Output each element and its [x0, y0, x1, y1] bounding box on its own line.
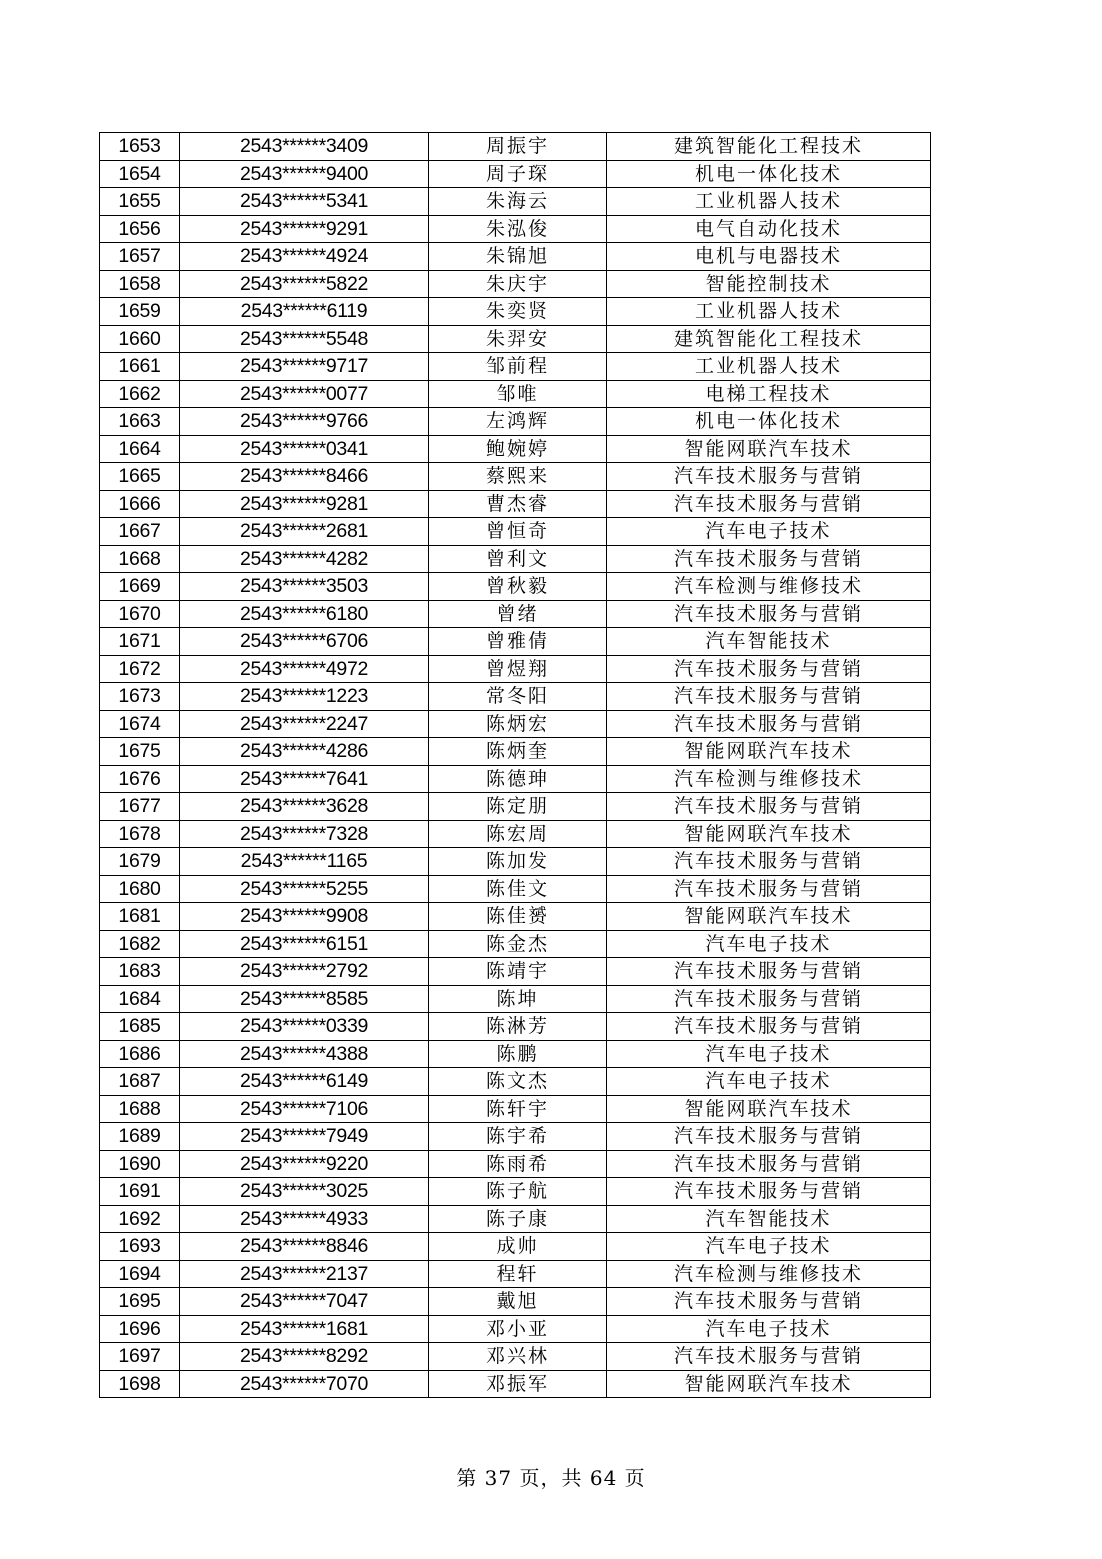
row-number-cell: 1675 [100, 738, 180, 766]
table-row [100, 1233, 931, 1261]
table-row [100, 1260, 931, 1288]
major-cell: 机电一体化技术 [607, 408, 931, 436]
student-name-cell: 陈轩宇 [429, 1095, 607, 1123]
major-cell: 建筑智能化工程技术 [607, 325, 931, 353]
row-number-cell: 1690 [100, 1150, 180, 1178]
student-name-cell: 邓振军 [429, 1370, 607, 1398]
student-name-cell: 陈靖宇 [429, 958, 607, 986]
table-row [100, 353, 931, 381]
table-row [100, 1370, 931, 1398]
table-row [100, 985, 931, 1013]
table-row [100, 1013, 931, 1041]
table-row [100, 1095, 931, 1123]
table-row [100, 655, 931, 683]
id-number-cell: 2543******3025 [180, 1178, 429, 1206]
table-row [100, 1343, 931, 1371]
major-cell: 汽车技术服务与营销 [607, 848, 931, 876]
major-cell: 智能网联汽车技术 [607, 435, 931, 463]
row-number-cell: 1673 [100, 683, 180, 711]
student-name-cell: 周振宇 [429, 133, 607, 161]
table-row [100, 380, 931, 408]
major-cell: 汽车技术服务与营销 [607, 1150, 931, 1178]
student-name-cell: 鲍婉婷 [429, 435, 607, 463]
student-name-cell: 陈炳宏 [429, 710, 607, 738]
major-cell: 汽车技术服务与营销 [607, 710, 931, 738]
id-number-cell: 2543******2792 [180, 958, 429, 986]
row-number-cell: 1684 [100, 985, 180, 1013]
id-number-cell: 2543******9291 [180, 215, 429, 243]
table-row [100, 765, 931, 793]
major-cell: 汽车电子技术 [607, 1040, 931, 1068]
row-number-cell: 1688 [100, 1095, 180, 1123]
major-cell: 建筑智能化工程技术 [607, 133, 931, 161]
student-name-cell: 陈子康 [429, 1205, 607, 1233]
row-number-cell: 1662 [100, 380, 180, 408]
table-row [100, 1040, 931, 1068]
id-number-cell: 2543******7047 [180, 1288, 429, 1316]
student-name-cell: 曾恒奇 [429, 518, 607, 546]
table-row [100, 958, 931, 986]
id-number-cell: 2543******4286 [180, 738, 429, 766]
id-number-cell: 2543******0341 [180, 435, 429, 463]
major-cell: 汽车技术服务与营销 [607, 545, 931, 573]
id-number-cell: 2543******4972 [180, 655, 429, 683]
student-name-cell: 陈德珅 [429, 765, 607, 793]
id-number-cell: 2543******4933 [180, 1205, 429, 1233]
student-name-cell: 陈定朋 [429, 793, 607, 821]
major-cell: 汽车技术服务与营销 [607, 1123, 931, 1151]
id-number-cell: 2543******8466 [180, 463, 429, 491]
row-number-cell: 1666 [100, 490, 180, 518]
student-name-cell: 陈炳奎 [429, 738, 607, 766]
row-number-cell: 1660 [100, 325, 180, 353]
row-number-cell: 1669 [100, 573, 180, 601]
student-name-cell: 陈宇希 [429, 1123, 607, 1151]
major-cell: 汽车技术服务与营销 [607, 985, 931, 1013]
row-number-cell: 1663 [100, 408, 180, 436]
row-number-cell: 1672 [100, 655, 180, 683]
row-number-cell: 1658 [100, 270, 180, 298]
table-row [100, 270, 931, 298]
id-number-cell: 2543******4924 [180, 243, 429, 271]
id-number-cell: 2543******5255 [180, 875, 429, 903]
table-row [100, 1068, 931, 1096]
student-name-cell: 戴旭 [429, 1288, 607, 1316]
major-cell: 电机与电器技术 [607, 243, 931, 271]
major-cell: 工业机器人技术 [607, 353, 931, 381]
table-row [100, 463, 931, 491]
id-number-cell: 2543******5341 [180, 188, 429, 216]
id-number-cell: 2543******0077 [180, 380, 429, 408]
major-cell: 汽车技术服务与营销 [607, 1013, 931, 1041]
table-row [100, 875, 931, 903]
table-row [100, 628, 931, 656]
row-number-cell: 1689 [100, 1123, 180, 1151]
id-number-cell: 2543******6149 [180, 1068, 429, 1096]
id-number-cell: 2543******1223 [180, 683, 429, 711]
id-number-cell: 2543******6180 [180, 600, 429, 628]
row-number-cell: 1654 [100, 160, 180, 188]
major-cell: 智能网联汽车技术 [607, 903, 931, 931]
row-number-cell: 1698 [100, 1370, 180, 1398]
major-cell: 汽车技术服务与营销 [607, 463, 931, 491]
id-number-cell: 2543******3503 [180, 573, 429, 601]
student-name-cell: 成帅 [429, 1233, 607, 1261]
table-row [100, 1123, 931, 1151]
student-name-cell: 朱羿安 [429, 325, 607, 353]
student-name-cell: 陈坤 [429, 985, 607, 1013]
student-name-cell: 陈加发 [429, 848, 607, 876]
student-name-cell: 陈佳赟 [429, 903, 607, 931]
table-row [100, 408, 931, 436]
id-number-cell: 2543******5822 [180, 270, 429, 298]
student-name-cell: 邓兴林 [429, 1343, 607, 1371]
row-number-cell: 1695 [100, 1288, 180, 1316]
id-number-cell: 2543******7070 [180, 1370, 429, 1398]
student-name-cell: 曾绪 [429, 600, 607, 628]
major-cell: 汽车技术服务与营销 [607, 1178, 931, 1206]
student-name-cell: 曾煜翔 [429, 655, 607, 683]
student-name-cell: 左鸿辉 [429, 408, 607, 436]
student-name-cell: 陈子航 [429, 1178, 607, 1206]
student-name-cell: 朱锦旭 [429, 243, 607, 271]
student-name-cell: 朱泓俊 [429, 215, 607, 243]
row-number-cell: 1685 [100, 1013, 180, 1041]
id-number-cell: 2543******7328 [180, 820, 429, 848]
id-number-cell: 2543******2681 [180, 518, 429, 546]
row-number-cell: 1680 [100, 875, 180, 903]
row-number-cell: 1655 [100, 188, 180, 216]
table-row [100, 243, 931, 271]
row-number-cell: 1657 [100, 243, 180, 271]
major-cell: 电气自动化技术 [607, 215, 931, 243]
id-number-cell: 2543******6706 [180, 628, 429, 656]
student-name-cell: 朱奕贤 [429, 298, 607, 326]
table-row [100, 903, 931, 931]
major-cell: 汽车检测与维修技术 [607, 573, 931, 601]
student-name-cell: 陈雨希 [429, 1150, 607, 1178]
row-number-cell: 1670 [100, 600, 180, 628]
row-number-cell: 1674 [100, 710, 180, 738]
major-cell: 智能控制技术 [607, 270, 931, 298]
row-number-cell: 1696 [100, 1315, 180, 1343]
id-number-cell: 2543******5548 [180, 325, 429, 353]
student-name-cell: 邹前程 [429, 353, 607, 381]
row-number-cell: 1661 [100, 353, 180, 381]
major-cell: 汽车电子技术 [607, 1315, 931, 1343]
student-name-cell: 陈宏周 [429, 820, 607, 848]
major-cell: 汽车技术服务与营销 [607, 875, 931, 903]
table-row [100, 738, 931, 766]
student-name-cell: 陈鹏 [429, 1040, 607, 1068]
student-name-cell: 曹杰睿 [429, 490, 607, 518]
table-row [100, 710, 931, 738]
table-row [100, 683, 931, 711]
row-number-cell: 1679 [100, 848, 180, 876]
id-number-cell: 2543******7641 [180, 765, 429, 793]
table-row [100, 133, 931, 161]
student-name-cell: 邓小亚 [429, 1315, 607, 1343]
table-row [100, 490, 931, 518]
row-number-cell: 1694 [100, 1260, 180, 1288]
table-row [100, 325, 931, 353]
row-number-cell: 1687 [100, 1068, 180, 1096]
row-number-cell: 1676 [100, 765, 180, 793]
major-cell: 工业机器人技术 [607, 298, 931, 326]
id-number-cell: 2543******1165 [180, 848, 429, 876]
row-number-cell: 1668 [100, 545, 180, 573]
major-cell: 电梯工程技术 [607, 380, 931, 408]
major-cell: 工业机器人技术 [607, 188, 931, 216]
row-number-cell: 1691 [100, 1178, 180, 1206]
id-number-cell: 2543******8846 [180, 1233, 429, 1261]
id-number-cell: 2543******9766 [180, 408, 429, 436]
row-number-cell: 1671 [100, 628, 180, 656]
table-row [100, 298, 931, 326]
row-number-cell: 1693 [100, 1233, 180, 1261]
student-name-cell: 程轩 [429, 1260, 607, 1288]
row-number-cell: 1678 [100, 820, 180, 848]
id-number-cell: 2543******9220 [180, 1150, 429, 1178]
student-name-cell: 陈金杰 [429, 930, 607, 958]
table-row [100, 435, 931, 463]
row-number-cell: 1665 [100, 463, 180, 491]
id-number-cell: 2543******8292 [180, 1343, 429, 1371]
major-cell: 汽车检测与维修技术 [607, 765, 931, 793]
table-row [100, 1205, 931, 1233]
table-row [100, 793, 931, 821]
major-cell: 汽车电子技术 [607, 518, 931, 546]
major-cell: 汽车技术服务与营销 [607, 793, 931, 821]
id-number-cell: 2543******9400 [180, 160, 429, 188]
table-row [100, 215, 931, 243]
student-roster-table [99, 132, 931, 1398]
student-name-cell: 曾秋毅 [429, 573, 607, 601]
student-name-cell: 曾利文 [429, 545, 607, 573]
row-number-cell: 1659 [100, 298, 180, 326]
id-number-cell: 2543******4282 [180, 545, 429, 573]
table-row [100, 1288, 931, 1316]
table-row [100, 573, 931, 601]
id-number-cell: 2543******2137 [180, 1260, 429, 1288]
id-number-cell: 2543******9717 [180, 353, 429, 381]
row-number-cell: 1682 [100, 930, 180, 958]
row-number-cell: 1664 [100, 435, 180, 463]
major-cell: 汽车技术服务与营销 [607, 958, 931, 986]
table-row [100, 848, 931, 876]
student-name-cell: 朱庆宇 [429, 270, 607, 298]
row-number-cell: 1677 [100, 793, 180, 821]
id-number-cell: 2543******8585 [180, 985, 429, 1013]
row-number-cell: 1681 [100, 903, 180, 931]
row-number-cell: 1653 [100, 133, 180, 161]
major-cell: 智能网联汽车技术 [607, 820, 931, 848]
major-cell: 汽车技术服务与营销 [607, 600, 931, 628]
id-number-cell: 2543******6119 [180, 298, 429, 326]
major-cell: 汽车检测与维修技术 [607, 1260, 931, 1288]
id-number-cell: 2543******2247 [180, 710, 429, 738]
id-number-cell: 2543******3409 [180, 133, 429, 161]
table-row [100, 820, 931, 848]
table-row [100, 1178, 931, 1206]
student-name-cell: 邹唯 [429, 380, 607, 408]
table-row [100, 518, 931, 546]
row-number-cell: 1656 [100, 215, 180, 243]
major-cell: 汽车电子技术 [607, 1068, 931, 1096]
major-cell: 汽车智能技术 [607, 1205, 931, 1233]
id-number-cell: 2543******9281 [180, 490, 429, 518]
major-cell: 汽车技术服务与营销 [607, 1343, 931, 1371]
row-number-cell: 1686 [100, 1040, 180, 1068]
id-number-cell: 2543******0339 [180, 1013, 429, 1041]
row-number-cell: 1692 [100, 1205, 180, 1233]
id-number-cell: 2543******7106 [180, 1095, 429, 1123]
major-cell: 汽车电子技术 [607, 930, 931, 958]
student-name-cell: 陈淋芳 [429, 1013, 607, 1041]
table-row [100, 545, 931, 573]
row-number-cell: 1667 [100, 518, 180, 546]
student-name-cell: 周子琛 [429, 160, 607, 188]
major-cell: 汽车技术服务与营销 [607, 1288, 931, 1316]
id-number-cell: 2543******9908 [180, 903, 429, 931]
table-row [100, 1315, 931, 1343]
major-cell: 汽车技术服务与营销 [607, 655, 931, 683]
table-row [100, 600, 931, 628]
page-number-footer: 第 37 页，共 64 页 [456, 1466, 646, 1490]
id-number-cell: 2543******7949 [180, 1123, 429, 1151]
table-row [100, 930, 931, 958]
student-name-cell: 常冬阳 [429, 683, 607, 711]
student-name-cell: 曾雅倩 [429, 628, 607, 656]
row-number-cell: 1683 [100, 958, 180, 986]
id-number-cell: 2543******1681 [180, 1315, 429, 1343]
student-name-cell: 陈文杰 [429, 1068, 607, 1096]
major-cell: 智能网联汽车技术 [607, 1370, 931, 1398]
student-name-cell: 朱海云 [429, 188, 607, 216]
student-name-cell: 陈佳文 [429, 875, 607, 903]
table-row [100, 1150, 931, 1178]
major-cell: 汽车电子技术 [607, 1233, 931, 1261]
id-number-cell: 2543******3628 [180, 793, 429, 821]
major-cell: 智能网联汽车技术 [607, 1095, 931, 1123]
major-cell: 智能网联汽车技术 [607, 738, 931, 766]
student-name-cell: 蔡熙来 [429, 463, 607, 491]
table-row [100, 160, 931, 188]
major-cell: 机电一体化技术 [607, 160, 931, 188]
major-cell: 汽车技术服务与营销 [607, 683, 931, 711]
table-row [100, 188, 931, 216]
id-number-cell: 2543******4388 [180, 1040, 429, 1068]
id-number-cell: 2543******6151 [180, 930, 429, 958]
roster-body [100, 133, 931, 1398]
major-cell: 汽车技术服务与营销 [607, 490, 931, 518]
row-number-cell: 1697 [100, 1343, 180, 1371]
major-cell: 汽车智能技术 [607, 628, 931, 656]
